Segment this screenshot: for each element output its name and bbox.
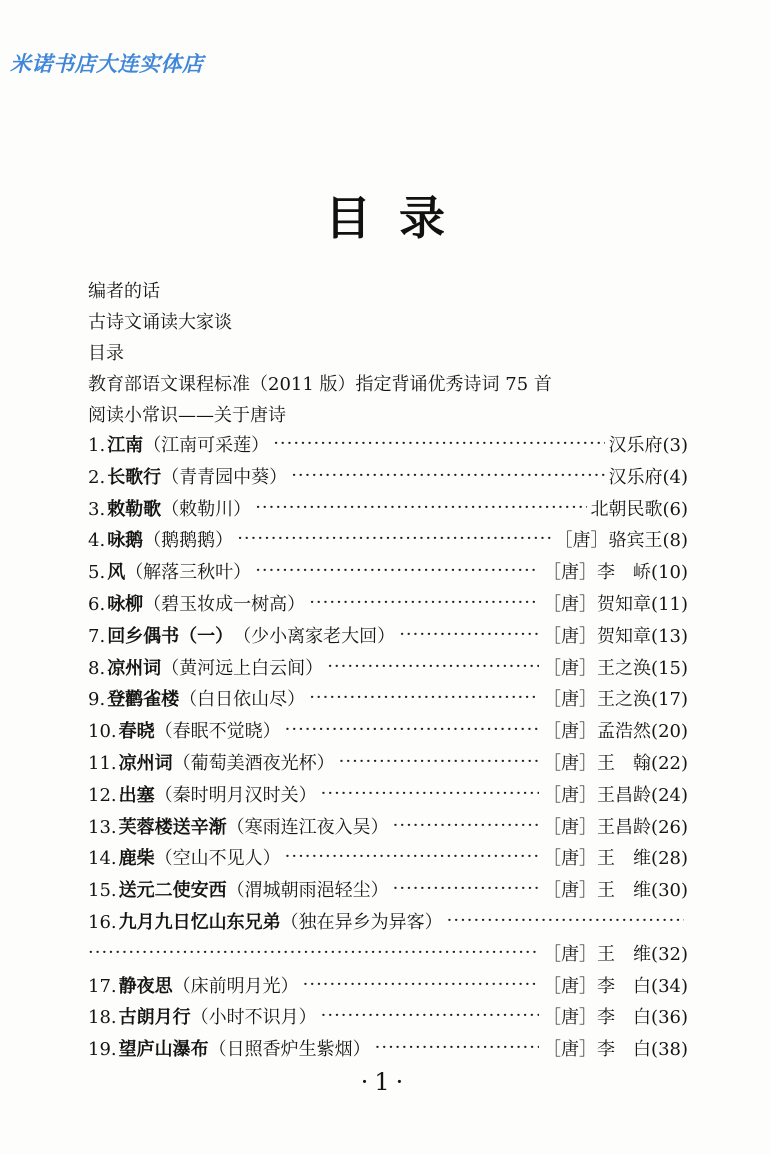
page-reference: (15) [651, 657, 688, 679]
dot-leader [321, 778, 539, 810]
entry-number: 15. [88, 880, 117, 902]
toc-entry[interactable] [88, 907, 688, 939]
dot-leader [309, 682, 539, 714]
poem-title: 咏鹅 [107, 530, 144, 552]
toc-entry[interactable] [88, 812, 688, 844]
poem-title: 古朗月行 [118, 1007, 191, 1029]
poem-first-line: （敕勒川） [161, 498, 252, 520]
toc-entry[interactable] [88, 1034, 688, 1066]
poem-first-line: （白日依山尽） [179, 689, 306, 711]
entry-number: 6. [88, 593, 106, 615]
poem-author: ［唐］王昌龄 [543, 784, 652, 806]
dot-leader [321, 1000, 539, 1032]
poem-author: 汉乐府 [608, 466, 663, 488]
dot-leader [393, 873, 539, 905]
dot-leader [273, 428, 604, 460]
entry-number: 10. [88, 721, 117, 743]
poem-title: 望庐山瀑布 [118, 1039, 209, 1061]
page-reference: (8) [662, 530, 688, 552]
page-reference: (38) [651, 1039, 688, 1061]
page-number: ·1· [360, 1068, 410, 1096]
toc-entry[interactable] [88, 621, 688, 653]
poem-author: ［唐］骆宾王 [554, 530, 663, 552]
poem-first-line: （寒雨连江夜入吴） [226, 816, 389, 838]
poem-title: 凉州词 [107, 657, 162, 679]
page-reference: (24) [651, 784, 688, 806]
poem-title: 春晓 [118, 721, 155, 743]
toc-entry[interactable] [88, 494, 688, 526]
entry-number: 3. [88, 498, 106, 520]
poem-author: ［唐］孟浩然 [543, 721, 652, 743]
page-reference: (36) [651, 1007, 688, 1029]
dot-leader [291, 460, 604, 492]
dot-leader [255, 555, 539, 587]
entry-number: 13. [88, 816, 117, 838]
toc-entry[interactable] [88, 525, 688, 557]
page-reference: (17) [651, 689, 688, 711]
entry-number: 1. [88, 435, 106, 456]
page-reference: (4) [662, 466, 688, 488]
poem-author: ［唐］王 维 [543, 848, 652, 870]
front-matter-item[interactable]: 编者的话 [88, 281, 160, 302]
entry-number: 9. [88, 689, 106, 711]
entry-number: 19. [88, 1039, 117, 1061]
poem-title: 静夜思 [118, 975, 173, 997]
page-reference: (3) [662, 435, 688, 456]
entry-number: 18. [88, 1007, 117, 1029]
poem-author: ［唐］王之涣 [543, 689, 652, 711]
front-matter-item[interactable]: 古诗文诵读大家谈 [88, 312, 232, 333]
toc-entries [88, 430, 688, 1066]
poem-title: 送元二使安西 [118, 880, 227, 902]
page-reference: (6) [662, 498, 688, 520]
dot-leader [339, 746, 539, 778]
poem-title: 回乡偶书（一） [107, 625, 234, 647]
toc-entry[interactable] [88, 748, 688, 780]
dot-leader [327, 651, 539, 683]
dot-leader [285, 714, 539, 746]
poem-first-line: （碧玉妆成一树高） [143, 593, 306, 615]
toc-entry[interactable] [88, 843, 688, 875]
poem-author: ［唐］王 维 [543, 880, 652, 902]
toc-entry-continuation[interactable] [88, 939, 688, 971]
page-reference: (28) [651, 848, 688, 870]
poem-title: 咏柳 [107, 593, 144, 615]
poem-author: ［唐］李 白 [543, 1039, 652, 1061]
poem-title: 长歌行 [107, 466, 162, 488]
poem-first-line: （渭城朝雨浥轻尘） [226, 880, 389, 902]
poem-author: ［唐］贺知章 [543, 593, 652, 615]
poem-title: 风 [107, 562, 126, 584]
poem-author: ［唐］王 维 [543, 943, 652, 965]
poem-first-line: （小时不识月） [190, 1007, 317, 1029]
toc-entry[interactable] [88, 716, 688, 748]
dot-leader [447, 905, 684, 937]
poem-author: ［唐］王 翰 [543, 752, 652, 774]
poem-first-line: （少小离家老大回） [233, 625, 396, 647]
poem-title: 敕勒歌 [107, 498, 162, 520]
poem-first-line: （鹅鹅鹅） [143, 530, 234, 552]
poem-title: 登鹳雀楼 [107, 689, 180, 711]
poem-title: 九月九日忆山东兄弟 [118, 911, 281, 933]
poem-author: ［唐］李 白 [543, 975, 652, 997]
toc-entry[interactable] [88, 1002, 688, 1034]
page-reference: (26) [651, 816, 688, 838]
poem-author: ［唐］贺知章 [543, 625, 652, 647]
poem-first-line: （秦时明月汉时关） [154, 784, 317, 806]
dot-leader [375, 1032, 539, 1064]
dot-leader [237, 523, 550, 555]
page-reference: (11) [651, 593, 688, 615]
entry-number: 4. [88, 530, 106, 552]
entry-number: 8. [88, 657, 106, 679]
poem-first-line: （黄河远上白云间） [161, 657, 324, 679]
dot-leader [285, 841, 539, 873]
store-watermark: 米诺书店大连实体店 [10, 52, 204, 76]
entry-number: 5. [88, 562, 106, 584]
poem-author: 北朝民歌 [590, 498, 663, 520]
toc-entry[interactable] [88, 653, 688, 685]
page-reference: (34) [651, 975, 688, 997]
toc-entry[interactable] [88, 971, 688, 1003]
toc-entry[interactable] [88, 780, 688, 812]
page-reference: (10) [651, 562, 688, 584]
poem-first-line: （独在异乡为异客） [280, 911, 443, 933]
entry-number: 7. [88, 625, 106, 647]
poem-author: ［唐］王昌龄 [543, 816, 652, 838]
front-matter-item[interactable]: 目录 [88, 343, 124, 364]
poem-title: 凉州词 [118, 752, 173, 774]
page-reference: (32) [651, 943, 688, 965]
toc-entry[interactable] [88, 684, 688, 716]
entry-number: 2. [88, 466, 106, 488]
poem-author: 汉乐府 [608, 435, 663, 456]
dot-leader [255, 492, 586, 524]
dot-leader [88, 937, 539, 969]
dot-leader [399, 619, 539, 651]
poem-first-line: （江南可采莲） [143, 435, 270, 456]
poem-first-line: （青青园中葵） [161, 466, 288, 488]
dot-leader [393, 810, 539, 842]
poem-first-line: （空山不见人） [154, 848, 281, 870]
front-matter-list [88, 276, 688, 431]
dot-leader [309, 587, 539, 619]
entry-number: 17. [88, 975, 117, 997]
toc-entry[interactable] [88, 430, 688, 462]
poem-first-line: （葡萄美酒夜光杯） [172, 752, 335, 774]
poem-title: 出塞 [118, 784, 155, 806]
page-title: 目录 [325, 191, 473, 245]
front-matter-item[interactable]: 阅读小常识——关于唐诗 [88, 405, 286, 426]
entry-number: 11. [88, 752, 117, 774]
poem-title: 芙蓉楼送辛渐 [118, 816, 227, 838]
poem-author: ［唐］李 峤 [543, 562, 652, 584]
poem-title: 鹿柴 [118, 848, 155, 870]
page-reference: (20) [651, 721, 688, 743]
front-matter-item[interactable]: 教育部语文课程标准（2011 版）指定背诵优秀诗词 75 首 [88, 374, 552, 395]
toc-entry[interactable] [88, 557, 688, 589]
poem-first-line: （日照香炉生紫烟） [208, 1039, 371, 1061]
poem-first-line: （解落三秋叶） [125, 562, 252, 584]
dot-leader [303, 969, 539, 1001]
poem-title: 江南 [107, 435, 144, 456]
page-reference: (30) [651, 880, 688, 902]
poem-first-line: （床前明月光） [172, 975, 299, 997]
page-reference: (22) [651, 752, 688, 774]
entry-number: 12. [88, 784, 117, 806]
entry-number: 16. [88, 911, 117, 933]
toc-entry[interactable] [88, 462, 688, 494]
toc-entry[interactable] [88, 875, 688, 907]
poem-author: ［唐］李 白 [543, 1007, 652, 1029]
page-reference: (13) [651, 625, 688, 647]
poem-first-line: （春眠不觉晓） [154, 721, 281, 743]
entry-number: 14. [88, 848, 117, 870]
poem-author: ［唐］王之涣 [543, 657, 652, 679]
toc-entry[interactable] [88, 589, 688, 621]
